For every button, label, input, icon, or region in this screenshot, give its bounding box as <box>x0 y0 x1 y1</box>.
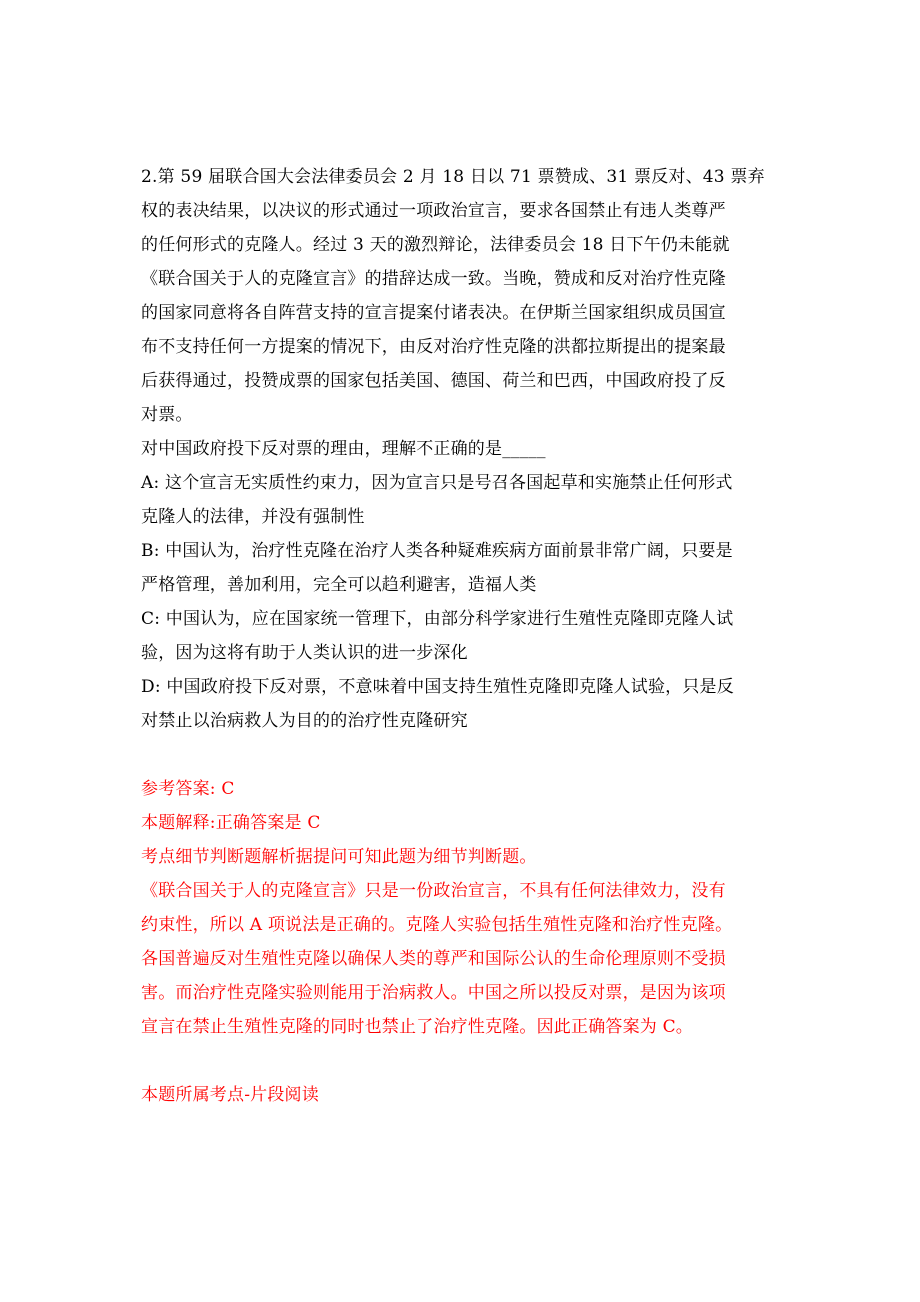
question-stem <box>141 160 781 432</box>
option-line: D: 中国政府投下反对票，不意味着中国支持生殖性克隆即克隆人试验，只是反 <box>141 677 734 697</box>
option-c <box>141 602 781 670</box>
reference-answer: 参考答案: C <box>141 779 235 799</box>
option-line: A: 这个宣言无实质性约束力，因为宣言只是号召各国起草和实施禁止任何形式 <box>141 473 733 493</box>
explanation-line: 各国普遍反对生殖性克隆以确保人类的尊严和国际公认的生命伦理原则不受损 <box>141 949 726 969</box>
option-line: 严格管理，善加利用，完全可以趋利避害，造福人类 <box>141 575 537 595</box>
option-line: 对禁止以治病救人为目的的治疗性克隆研究 <box>141 711 468 731</box>
document-page <box>141 160 781 1112</box>
stem-line: 后获得通过，投赞成票的国家包括美国、德国、荷兰和巴西，中国政府投了反 <box>141 371 726 391</box>
stem-line: 的任何形式的克隆人。经过 3 天的激烈辩论，法律委员会 18 日下午仍未能就 <box>141 235 730 255</box>
option-b <box>141 534 781 602</box>
explanation-line: 《联合国关于人的克隆宣言》只是一份政治宣言，不具有任何法律效力，没有 <box>141 881 726 901</box>
stem-line: 2.第 59 届联合国大会法律委员会 2 月 18 日以 71 票赞成、31 票反对、43 票弃 <box>141 167 765 187</box>
option-a <box>141 466 781 534</box>
explanation-title: 本题解释:正确答案是 C <box>141 813 321 833</box>
stem-line: 《联合国关于人的克隆宣言》的措辞达成一致。当晚，赞成和反对治疗性克隆 <box>141 269 726 289</box>
topic-label: 本题所属考点-片段阅读 <box>141 1085 319 1105</box>
stem-line: 布不支持任何一方提案的情况下，由反对治疗性克隆的洪都拉斯提出的提案最 <box>141 337 726 357</box>
explanation-line: 害。而治疗性克隆实验则能用于治病救人。中国之所以投反对票，是因为该项 <box>141 983 726 1003</box>
option-line: 验，因为这将有助于人类认识的进一步深化 <box>141 643 468 663</box>
question-prompt: 对中国政府投下反对票的理由，理解不正确的是_____ <box>141 439 546 459</box>
stem-line: 权的表决结果，以决议的形式通过一项政治宣言，要求各国禁止有违人类尊严 <box>141 201 726 221</box>
option-line: B: 中国认为，治疗性克隆在治疗人类各种疑难疾病方面前景非常广阔，只要是 <box>141 541 733 561</box>
option-line: C: 中国认为，应在国家统一管理下，由部分科学家进行生殖性克隆即克隆人试 <box>141 609 734 629</box>
answer-section <box>141 772 781 1044</box>
stem-line: 对票。 <box>141 405 193 425</box>
option-d <box>141 670 781 738</box>
spacer <box>141 738 781 772</box>
spacer <box>141 1044 781 1078</box>
explanation-line: 约束性，所以 A 项说法是正确的。克隆人实验包括生殖性克隆和治疗性克隆。 <box>141 915 733 935</box>
explanation-line: 考点细节判断题解析据提问可知此题为细节判断题。 <box>141 847 537 867</box>
stem-line: 的国家同意将各自阵营支持的宣言提案付诸表决。在伊斯兰国家组织成员国宣 <box>141 303 726 323</box>
option-line: 克隆人的法律，并没有强制性 <box>141 507 365 527</box>
explanation-line: 宣言在禁止生殖性克隆的同时也禁止了治疗性克隆。因此正确答案为 C。 <box>141 1017 694 1037</box>
